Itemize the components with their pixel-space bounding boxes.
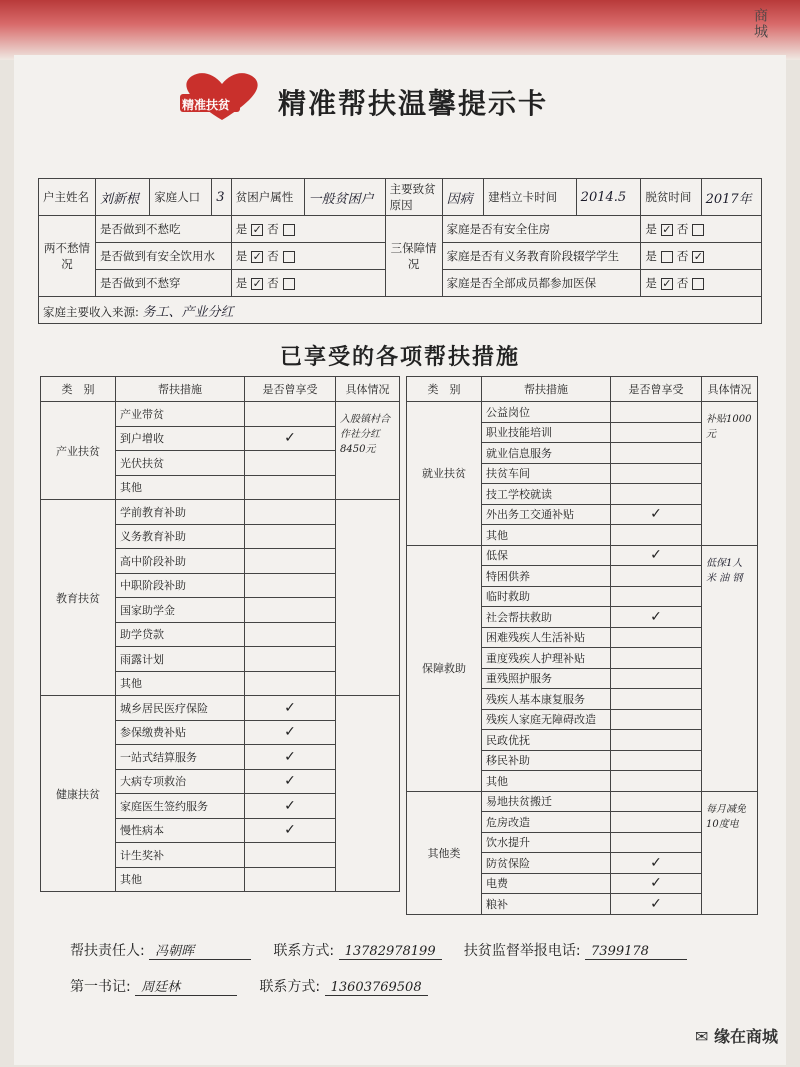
table-row bbox=[407, 791, 758, 812]
yes-label: 是 bbox=[235, 222, 248, 236]
column-header: 具体情况 bbox=[336, 377, 400, 402]
handwritten-note: 米 油 钢 bbox=[706, 572, 743, 584]
measure-name: 雨露计划 bbox=[116, 647, 245, 672]
table-header-row bbox=[407, 377, 758, 402]
enjoyed-check bbox=[245, 524, 336, 549]
enjoyed-check: ✓ bbox=[611, 504, 702, 525]
filed-value: 2014.5 bbox=[576, 179, 641, 216]
measure-name: 义务教育补助 bbox=[116, 524, 245, 549]
measure-name: 光伏扶贫 bbox=[116, 451, 245, 476]
measure-name: 慢性病本 bbox=[116, 818, 245, 843]
measure-name: 城乡居民医疗保险 bbox=[116, 696, 245, 721]
category-cell: 教育扶贫 bbox=[41, 500, 116, 696]
enjoyed-check: ✓ bbox=[245, 794, 336, 819]
three-guarantees-a1 bbox=[641, 243, 762, 270]
measure-name: 其他 bbox=[116, 671, 245, 696]
measure-name: 学前教育补助 bbox=[116, 500, 245, 525]
enjoyed-check bbox=[245, 500, 336, 525]
table-row bbox=[407, 545, 758, 566]
measure-name: 粮补 bbox=[482, 894, 611, 915]
column-header: 具体情况 bbox=[702, 377, 758, 402]
measure-name: 移民补助 bbox=[482, 750, 611, 771]
yes-label: 是 bbox=[645, 249, 657, 263]
enjoyed-check: ✓ bbox=[611, 545, 702, 566]
enjoyed-check bbox=[245, 843, 336, 868]
category-cell: 就业扶贫 bbox=[407, 402, 482, 546]
enjoyed-check: ✓ bbox=[245, 769, 336, 794]
table-row bbox=[41, 696, 400, 721]
income-row bbox=[39, 297, 762, 324]
two-worries-q0: 是否做到不愁吃 bbox=[96, 216, 232, 243]
checkbox-yes: ✓ bbox=[252, 222, 262, 236]
measure-name: 危房改造 bbox=[482, 812, 611, 833]
secretary-phone: 13603769508 bbox=[325, 980, 428, 996]
handwritten-note: 低保1人 bbox=[706, 557, 743, 569]
exit-label: 脱贫时间 bbox=[641, 179, 701, 216]
table-row bbox=[41, 500, 400, 525]
enjoyed-check bbox=[611, 443, 702, 464]
column-header: 类 别 bbox=[407, 377, 482, 402]
no-label: 否 bbox=[676, 222, 689, 236]
table-row bbox=[41, 402, 400, 427]
secretary-label: 第一书记: bbox=[70, 979, 131, 995]
measure-name: 参保缴费补贴 bbox=[116, 720, 245, 745]
three-guarantees-label: 三保障情况 bbox=[385, 216, 442, 297]
enjoyed-check bbox=[245, 475, 336, 500]
yes-label: 是 bbox=[645, 276, 657, 290]
section-title: 已享受的各项帮扶措施 bbox=[279, 345, 520, 370]
measure-name: 计生奖补 bbox=[116, 843, 245, 868]
two-worries-a0 bbox=[231, 216, 385, 243]
wechat-icon: ✉ bbox=[695, 1027, 709, 1046]
enjoyed-check bbox=[611, 832, 702, 853]
column-header: 帮扶措施 bbox=[116, 377, 245, 402]
page-title: 精准帮扶温馨提示卡 bbox=[278, 87, 549, 120]
enjoyed-check bbox=[611, 627, 702, 648]
enjoyed-check bbox=[245, 549, 336, 574]
measure-name: 一站式结算服务 bbox=[116, 745, 245, 770]
measure-name: 产业带贫 bbox=[116, 402, 245, 427]
no-label: 否 bbox=[267, 276, 279, 290]
no-label: 否 bbox=[267, 249, 279, 263]
enjoyed-check bbox=[611, 566, 702, 587]
enjoyed-check bbox=[245, 622, 336, 647]
report-phone: 7399178 bbox=[585, 944, 687, 960]
measures-table-left bbox=[40, 376, 400, 892]
measure-name: 大病专项救治 bbox=[116, 769, 245, 794]
enjoyed-check bbox=[245, 402, 336, 427]
enjoyed-check bbox=[611, 525, 702, 546]
checkbox-no bbox=[692, 224, 704, 236]
measure-name: 残疾人家庭无障碍改造 bbox=[482, 709, 611, 730]
two-worries-q2: 是否做到不愁穿 bbox=[96, 270, 232, 297]
measure-name: 其他 bbox=[116, 867, 245, 892]
column-header: 是否曾享受 bbox=[245, 377, 336, 402]
measure-name: 特困供养 bbox=[482, 566, 611, 587]
secretary-contact-label: 联系方式: bbox=[259, 979, 321, 995]
footer-row-secretary bbox=[70, 976, 428, 996]
enjoyed-check bbox=[611, 586, 702, 607]
three-guarantees-q1: 家庭是否有义务教育阶段辍学学生 bbox=[442, 243, 641, 270]
watermark bbox=[695, 1024, 778, 1047]
category-cell: 保障救助 bbox=[407, 545, 482, 791]
income-label: 家庭主要收入来源: bbox=[43, 304, 139, 319]
enjoyed-check bbox=[245, 598, 336, 623]
three-guarantees-a2 bbox=[641, 270, 762, 297]
checkbox-yes: ✓ bbox=[662, 222, 672, 236]
three-guarantees-a0 bbox=[641, 216, 762, 243]
measures-table-right bbox=[406, 376, 758, 915]
helper-phone: 13782978199 bbox=[339, 944, 442, 960]
enjoyed-check bbox=[245, 647, 336, 672]
two-worries-a2 bbox=[231, 270, 385, 297]
category-cell: 健康扶贫 bbox=[41, 696, 116, 892]
no-label: 否 bbox=[267, 222, 279, 236]
helper-name: 冯朝晖 bbox=[149, 940, 251, 960]
enjoyed-check bbox=[245, 451, 336, 476]
category-cell: 其他类 bbox=[407, 791, 482, 914]
measure-name: 临时救助 bbox=[482, 586, 611, 607]
no-label: 否 bbox=[676, 276, 689, 290]
cause-label: 主要致贫原因 bbox=[385, 179, 442, 216]
detail-cell bbox=[336, 500, 400, 696]
measure-name: 高中阶段补助 bbox=[116, 549, 245, 574]
enjoyed-check: ✓ bbox=[245, 426, 336, 451]
measure-name: 国家助学金 bbox=[116, 598, 245, 623]
secretary-name: 周廷林 bbox=[135, 976, 237, 996]
checkbox-yes: ✓ bbox=[252, 249, 262, 263]
family-size-value: 3 bbox=[212, 179, 232, 216]
enjoyed-check: ✓ bbox=[245, 720, 336, 745]
enjoyed-check: ✓ bbox=[611, 607, 702, 628]
checkbox-no bbox=[283, 224, 295, 236]
income-value: 务工、产业分红 bbox=[142, 304, 234, 320]
enjoyed-check: ✓ bbox=[245, 745, 336, 770]
enjoyed-check bbox=[611, 668, 702, 689]
measure-name: 家庭医生签约服务 bbox=[116, 794, 245, 819]
measure-name: 重度残疾人护理补贴 bbox=[482, 648, 611, 669]
enjoyed-check bbox=[245, 573, 336, 598]
no-label: 否 bbox=[676, 249, 689, 263]
enjoyed-check bbox=[611, 402, 702, 423]
measure-name: 民政优抚 bbox=[482, 730, 611, 751]
checkbox-yes: ✓ bbox=[662, 276, 672, 290]
measure-name: 职业技能培训 bbox=[482, 422, 611, 443]
enjoyed-check: ✓ bbox=[611, 873, 702, 894]
logo-text: 精准扶贫 bbox=[182, 98, 231, 112]
enjoyed-check: ✓ bbox=[611, 894, 702, 915]
helper-contact-label: 联系方式: bbox=[273, 943, 335, 959]
column-header: 类 别 bbox=[41, 377, 116, 402]
enjoyed-check bbox=[611, 463, 702, 484]
detail-cell bbox=[336, 696, 400, 892]
filed-label: 建档立卡时间 bbox=[484, 179, 577, 216]
measure-name: 易地扶贫搬迁 bbox=[482, 791, 611, 812]
measure-name: 公益岗位 bbox=[482, 402, 611, 423]
enjoyed-check bbox=[611, 812, 702, 833]
poverty-type-label: 贫困户属性 bbox=[231, 179, 304, 216]
cause-value: 因病 bbox=[442, 179, 484, 216]
checkbox-no: ✓ bbox=[693, 249, 703, 263]
checkbox-no bbox=[283, 251, 295, 263]
measure-name: 外出务工交通补贴 bbox=[482, 504, 611, 525]
enjoyed-check bbox=[245, 671, 336, 696]
enjoyed-check bbox=[245, 867, 336, 892]
enjoyed-check bbox=[611, 730, 702, 751]
measure-name: 残疾人基本康复服务 bbox=[482, 689, 611, 710]
detail-cell: 入股镇村合作社分红8450元 bbox=[336, 402, 400, 500]
report-label: 扶贫监督举报电话: bbox=[463, 943, 581, 959]
measure-name: 中职阶段补助 bbox=[116, 573, 245, 598]
two-worries-a1 bbox=[231, 243, 385, 270]
column-header: 帮扶措施 bbox=[482, 377, 611, 402]
detail-cell: 补贴1000元 bbox=[702, 402, 758, 546]
measure-name: 低保 bbox=[482, 545, 611, 566]
checkbox-yes bbox=[661, 251, 673, 263]
two-worries-q1: 是否做到有安全饮用水 bbox=[96, 243, 232, 270]
category-cell: 产业扶贫 bbox=[41, 402, 116, 500]
poster-banner bbox=[0, 0, 800, 60]
yes-label: 是 bbox=[645, 222, 657, 236]
detail-cell bbox=[702, 545, 758, 791]
table-header-row bbox=[41, 377, 400, 402]
detail-cell: 每月减免10度电 bbox=[702, 791, 758, 914]
measure-name: 电费 bbox=[482, 873, 611, 894]
enjoyed-check bbox=[611, 771, 702, 792]
enjoyed-check bbox=[611, 791, 702, 812]
enjoyed-check bbox=[611, 648, 702, 669]
measure-name: 其他 bbox=[482, 525, 611, 546]
measure-name: 其他 bbox=[116, 475, 245, 500]
table-row bbox=[407, 402, 758, 423]
householder-label: 户主姓名 bbox=[39, 179, 96, 216]
enjoyed-check bbox=[611, 709, 702, 730]
enjoyed-check bbox=[611, 750, 702, 771]
yes-label: 是 bbox=[235, 276, 248, 290]
exit-value: 2017年 bbox=[701, 179, 761, 216]
measure-name: 其他 bbox=[482, 771, 611, 792]
measure-name: 重残照护服务 bbox=[482, 668, 611, 689]
enjoyed-check: ✓ bbox=[611, 853, 702, 874]
measure-name: 社会帮扶救助 bbox=[482, 607, 611, 628]
helper-label: 帮扶责任人: bbox=[70, 943, 145, 959]
measure-name: 防贫保险 bbox=[482, 853, 611, 874]
checkbox-no bbox=[692, 278, 704, 290]
measure-name: 助学贷款 bbox=[116, 622, 245, 647]
checkbox-yes: ✓ bbox=[252, 276, 262, 290]
measure-name: 扶贫车间 bbox=[482, 463, 611, 484]
enjoyed-check: ✓ bbox=[245, 696, 336, 721]
family-size-label: 家庭人口 bbox=[150, 179, 212, 216]
householder-value: 刘新根 bbox=[96, 179, 150, 216]
yes-label: 是 bbox=[235, 249, 248, 263]
measure-name: 技工学校就读 bbox=[482, 484, 611, 505]
measure-name: 困难残疾人生活补贴 bbox=[482, 627, 611, 648]
measure-name: 就业信息服务 bbox=[482, 443, 611, 464]
household-info-table bbox=[38, 178, 762, 324]
measure-name: 饮水提升 bbox=[482, 832, 611, 853]
three-guarantees-q0: 家庭是否有安全住房 bbox=[442, 216, 641, 243]
enjoyed-check bbox=[611, 422, 702, 443]
three-guarantees-q2: 家庭是否全部成员都参加医保 bbox=[442, 270, 641, 297]
watermark-text: 缘在商城 bbox=[713, 1027, 778, 1046]
two-worries-label: 两不愁情况 bbox=[39, 216, 96, 297]
column-header: 是否曾享受 bbox=[611, 377, 702, 402]
footer-row-helper bbox=[70, 940, 687, 960]
corner-mark: 商城 bbox=[752, 8, 768, 40]
checkbox-no bbox=[283, 278, 295, 290]
poverty-type-value: 一般贫困户 bbox=[304, 179, 385, 216]
enjoyed-check: ✓ bbox=[245, 818, 336, 843]
enjoyed-check bbox=[611, 689, 702, 710]
enjoyed-check bbox=[611, 484, 702, 505]
measure-name: 到户增收 bbox=[116, 426, 245, 451]
